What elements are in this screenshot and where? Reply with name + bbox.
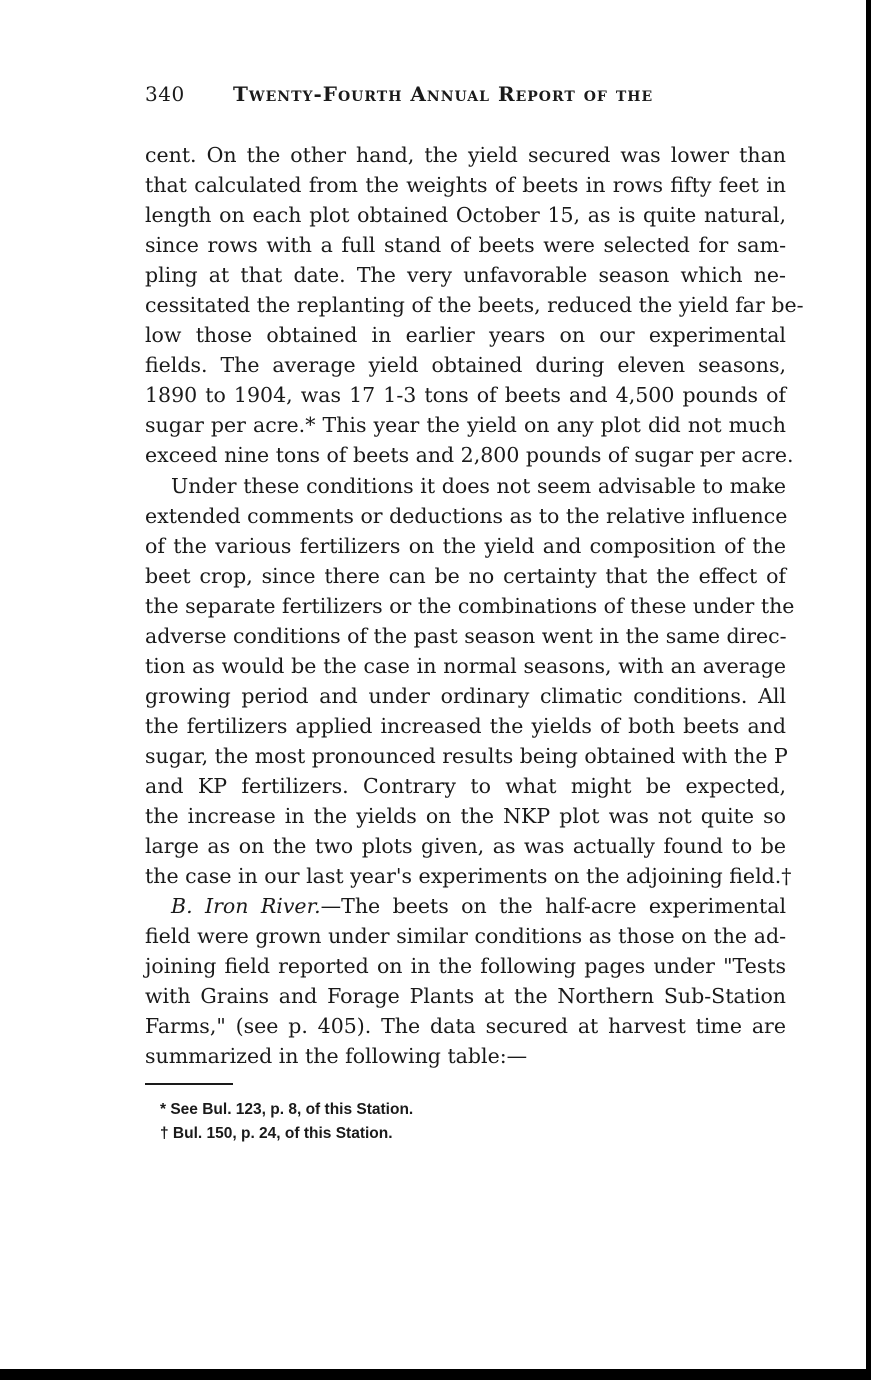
footnote-divider [145,1083,233,1085]
footnote: * See Bul. 123, p. 8, of this Station. [160,1101,414,1118]
text-line: field were grown under similar conditions as those on the ad- [145,924,786,949]
text-line: adverse conditions of the past season went in the same direc- [145,623,787,648]
footnote: † Bul. 150, p. 24, of this Station. [160,1125,393,1142]
page-header [145,82,795,112]
text-line: the separate fertilizers or the combinations of these under the [145,593,795,618]
text-line: sugar per acre.* This year the yield on any plot did not much [145,413,786,438]
text-line: pling at that date. The very unfavorable season which ne- [145,263,786,288]
footnotes [160,1098,760,1146]
text-line: low those obtained in earlier years on our experimental [145,323,786,348]
text-line-rest: —The beets on the half-acre experimental [320,894,786,919]
text-line: the increase in the yields on the NKP plot was not quite so [145,804,786,829]
text-line: fields. The average yield obtained during eleven seasons, [145,353,786,378]
text-line: with Grains and Forage Plants at the Northern Sub-Station [145,984,786,1009]
running-title: Twenty-Fourth Annual Report of the [233,82,654,106]
section-lead: B. Iron River. [171,894,321,919]
text-line: growing period and under ordinary climatic conditions. All [145,683,786,708]
text-line: summarized in the following table:— [145,1044,528,1069]
text-line: sugar, the most pronounced results being obtained with the P [145,743,788,768]
text-line: extended comments or deductions as to the relative influence [145,503,788,528]
text-line: that calculated from the weights of beets in rows fifty feet in [145,173,786,198]
text-line: the fertilizers applied increased the yields of both beets and [145,713,786,738]
text-line: tion as would be the case in normal seasons, with an average [145,653,786,678]
text-line: and KP fertilizers. Contrary to what might be expected, [145,773,786,798]
text-line: the case in our last year's experiments on the adjoining field.† [145,864,792,889]
text-line: Under these conditions it does not seem advisable to make [171,473,786,498]
scan-edge-right [866,0,871,1380]
text-line: exceed nine tons of beets and 2,800 pounds of sugar per acre. [145,443,794,468]
text-line: joining field reported on in the following pages under "Tests [145,954,786,979]
text-line: length on each plot obtained October 15, as is quite natural, [145,203,786,228]
text-line: beet crop, since there can be no certainty that the effect of [145,563,786,588]
text-line: Farms," (see p. 405). The data secured at harvest time are [145,1014,786,1039]
body-text [145,140,804,1071]
text-line: since rows with a full stand of beets were selected for sam- [145,233,786,258]
text-line-section-b [145,891,786,921]
text-line: cessitated the replanting of the beets, reduced the yield far be- [145,293,804,318]
text-line: of the various fertilizers on the yield and composition of the [145,533,786,558]
scan-edge-bottom [0,1369,871,1380]
text-line: large as on the two plots given, as was actually found to be [145,834,786,859]
text-line: 1890 to 1904, was 17 1-3 tons of beets and 4,500 pounds of [145,383,786,408]
page-number: 340 [145,82,185,106]
text-line: cent. On the other hand, the yield secured was lower than [145,143,786,167]
